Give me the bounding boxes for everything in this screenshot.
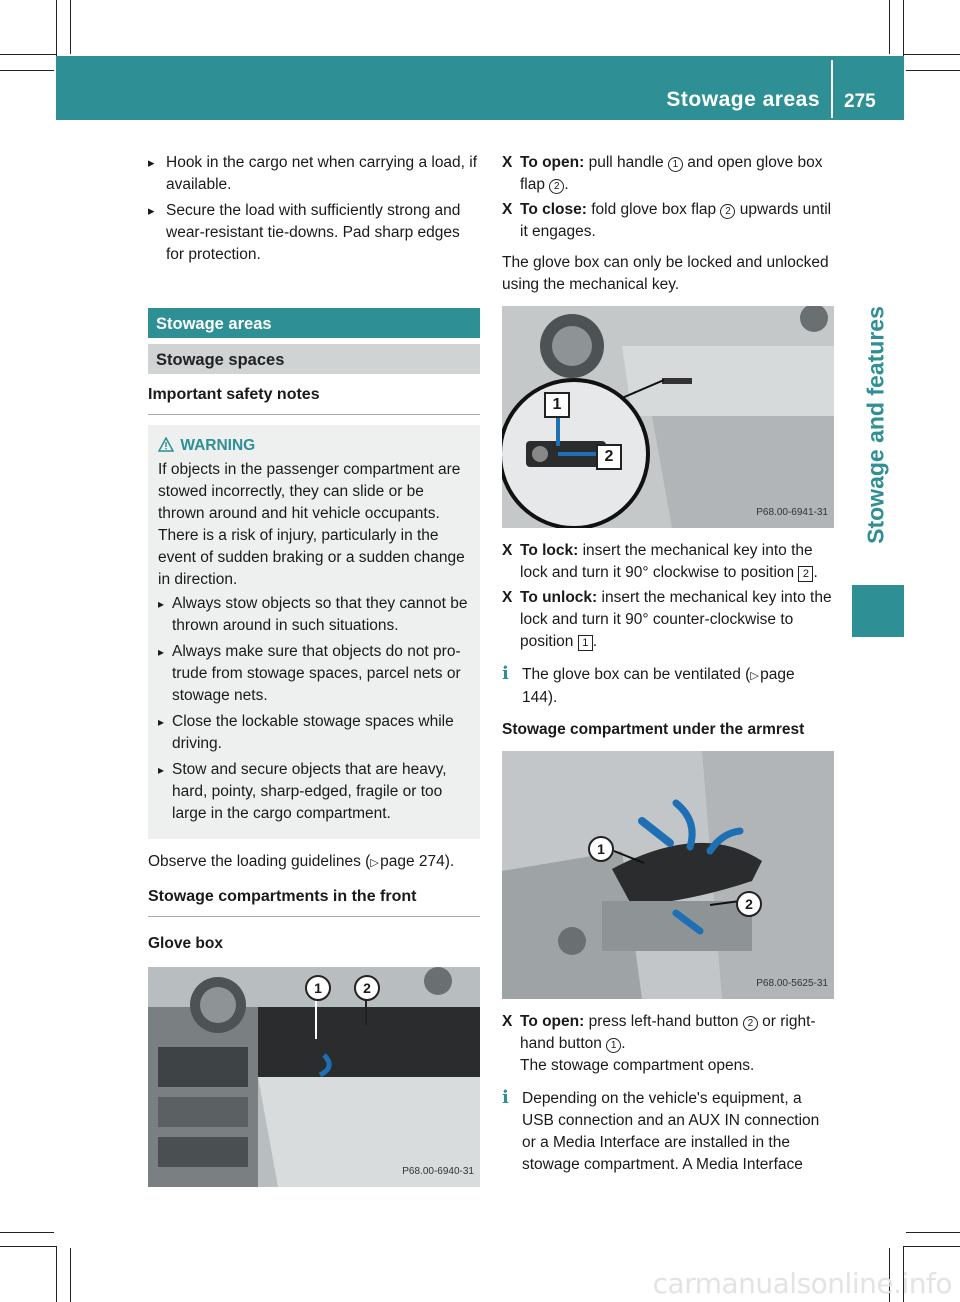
marker-1: 1 (668, 157, 683, 172)
crop-mark (70, 0, 71, 54)
step-text: insert the mechanical key into the lock and turn it 90° counter-clockwise to position (520, 589, 832, 650)
crop-mark (906, 1232, 960, 1233)
step-text: fold glove box flap (591, 201, 717, 218)
photo-caption: P68.00-5625-31 (756, 978, 828, 989)
callout-1: 1 (305, 975, 331, 1001)
crop-mark (904, 54, 960, 55)
front-compartments-heading: Stowage compartments in the front (148, 886, 480, 917)
page-ref-link[interactable]: page 274). (380, 853, 455, 870)
crop-mark (70, 1248, 71, 1302)
photo-caption: P68.00-6940-31 (402, 1166, 474, 1177)
chapter-tab (844, 300, 904, 550)
crop-mark (904, 1246, 960, 1247)
warning-text: If objects in the passenger compartment are stowed incorrectly, they can slide or be thrown around and hit vehicle occupants. There is a risk of injury, particularly in the event of sudden braking or a sudden change in direction. (158, 461, 465, 588)
crop-mark (0, 1246, 56, 1247)
step-label: To lock: (520, 542, 579, 559)
step-text: and open glove box flap (520, 154, 823, 193)
crop-mark (56, 0, 57, 56)
crop-mark (0, 1232, 54, 1233)
armrest-photo (502, 751, 834, 999)
watermark: carmanualsonline.info (652, 1267, 952, 1300)
marker-2: 2 (720, 204, 735, 219)
crop-mark (889, 0, 890, 54)
info-icon: i (502, 663, 509, 684)
instruction-step: X To lock: insert the mechanical key into the lock and turn it 90° clockwise to position 2 . (502, 542, 818, 581)
step-text: insert the mechanical key into the lock and turn it 90° clockwise to position (520, 542, 813, 581)
marker-2: 2 (549, 179, 564, 194)
step-text: upwards until it engages. (520, 201, 832, 240)
glove-box-heading: Glove box (148, 935, 223, 952)
left-column (148, 152, 480, 1187)
step-marker: X (502, 201, 513, 218)
step-marker: X (502, 542, 513, 559)
step-marker: X (502, 1013, 513, 1030)
photo-caption: P68.00-6941-31 (756, 507, 828, 518)
lock-info-text: The glove box can only be locked and unlocked using the mechanical key. (502, 254, 829, 293)
marker-2: 2 (743, 1016, 758, 1031)
header-divider (831, 60, 833, 118)
crop-mark (903, 0, 904, 56)
page-ref-link[interactable]: page 144). (522, 666, 795, 706)
callout-1: 1 (588, 836, 614, 862)
crop-mark (0, 54, 56, 55)
chapter-marker (852, 585, 904, 637)
observe-text: Observe the loading guidelines ( (148, 853, 371, 870)
instruction-step: X To unlock: insert the mechanical key into the lock and turn it 90° counter-clockwise to position 1 . (502, 589, 832, 650)
instruction-step: X To open: pull handle 1 and open glove box flap 2 . (502, 154, 823, 193)
position-2-marker: 2 (596, 444, 622, 470)
page-title: Stowage areas (666, 88, 820, 111)
instruction-step: X To open: press left-hand button 2 or right-hand button 1 . The stowage compartment opens. (502, 1011, 834, 1077)
step-result: The stowage compartment opens. (520, 1057, 755, 1074)
loading-guidelines-text (148, 851, 480, 874)
warning-icon (158, 437, 174, 452)
position-1-ref: 1 (578, 635, 593, 651)
step-label: To open: (520, 1013, 585, 1030)
step-marker: X (502, 589, 513, 606)
step-label: To close: (520, 201, 587, 218)
step-text: or right-hand button (520, 1013, 816, 1052)
warning-item: ▸ Always make sure that objects do not pro-trude from stowage spaces, parcel nets or stowage nets. (158, 641, 470, 707)
info-text: The glove box can be ventilated ( (522, 666, 751, 683)
step-text: press left-hand button (588, 1013, 739, 1030)
info-text: Depending on the vehicle's equipment, a USB connection and an AUX IN connection or a Media Interface are installed in the stowage compartment. A Media Interface (522, 1090, 820, 1173)
section-header: Stowage areas (148, 308, 480, 338)
instruction-step (502, 199, 834, 243)
page-number: 275 (844, 91, 876, 112)
list-item: ▸ Hook in the cargo net when carrying a load, if available. (148, 152, 480, 196)
warning-title: WARNING (180, 437, 256, 454)
info-note (502, 1088, 834, 1176)
marker-1: 1 (606, 1038, 621, 1053)
position-1-marker: 1 (544, 392, 570, 418)
page-ref-icon: ▷ (370, 857, 379, 869)
armrest-illustration (502, 751, 834, 999)
position-2-ref: 2 (798, 566, 813, 582)
crop-mark (0, 70, 54, 71)
warning-item: ▸ Always stow objects so that they cannot be thrown around in such situations. (158, 593, 470, 637)
step-marker: X (502, 154, 513, 171)
step-text: pull handle (588, 154, 664, 171)
subsection-header: Stowage spaces (148, 344, 480, 374)
warning-box (148, 425, 480, 839)
safety-notes-heading: Important safety notes (148, 384, 480, 415)
page-ref-icon: ▷ (750, 670, 759, 682)
crop-mark (56, 1246, 57, 1302)
step-label: To unlock: (520, 589, 598, 606)
glove-box-lock-photo (502, 306, 834, 528)
right-column (502, 152, 834, 1176)
callout-2: 2 (736, 891, 762, 917)
armrest-heading: Stowage compartment under the armrest (502, 721, 805, 738)
warning-item: ▸ Close the lockable stowage spaces while driving. (158, 711, 470, 755)
crop-mark (906, 70, 960, 71)
glove-box-photo (148, 967, 480, 1187)
chapter-tab-label: Stowage and features (862, 306, 889, 544)
info-note (502, 664, 834, 709)
callout-2: 2 (354, 975, 380, 1001)
info-icon: i (502, 1087, 509, 1108)
list-item: ▸ Secure the load with sufficiently strong and wear-resistant tie-downs. Pad sharp edges for protection. (148, 200, 480, 266)
warning-item: ▸ Stow and secure objects that are heavy, hard, pointy, sharp-edged, fragile or too large in the cargo compartment. (158, 759, 470, 825)
step-label: To open: (520, 154, 585, 171)
